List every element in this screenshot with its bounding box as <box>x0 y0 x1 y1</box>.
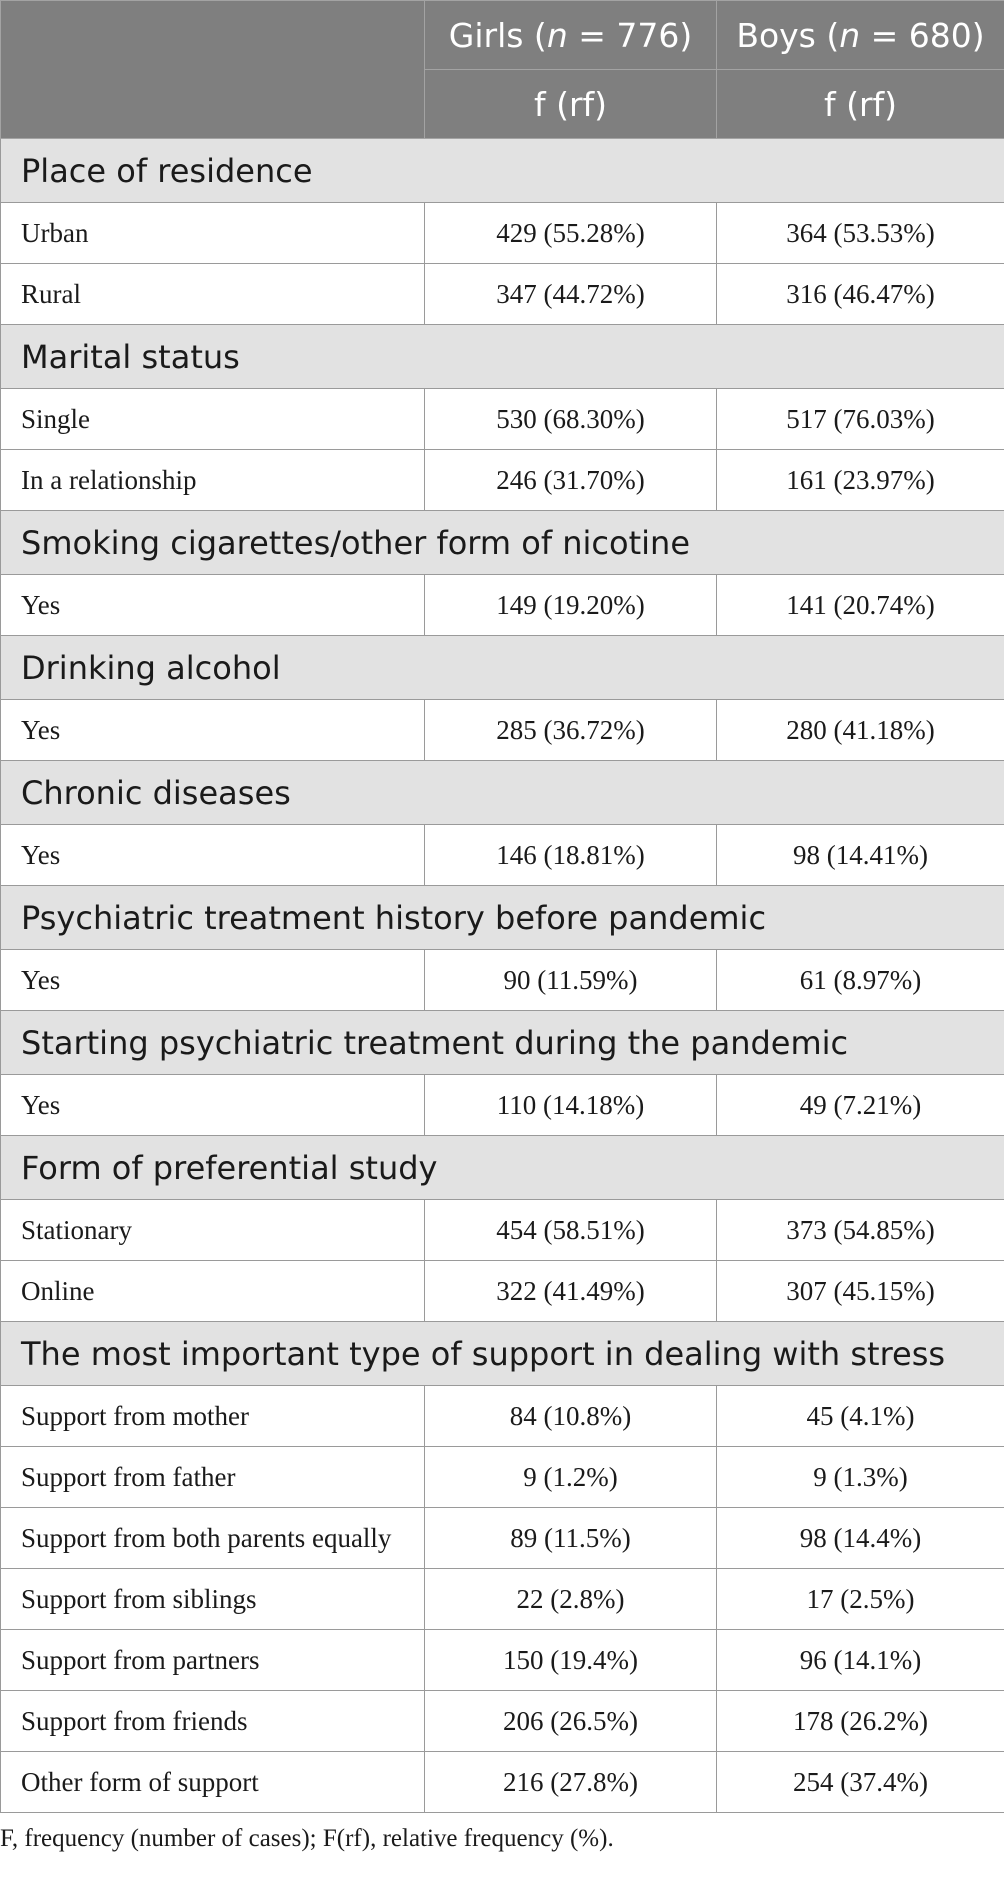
row-label: Support from father <box>1 1447 425 1508</box>
section-title: Place of residence <box>1 139 1004 203</box>
girls-value: 322 (41.49%) <box>425 1261 717 1322</box>
row-label: In a relationship <box>1 450 425 511</box>
table-row <box>1 264 1004 325</box>
header-boys-suffix: = 680) <box>860 15 985 55</box>
section-header-row <box>1 1322 1004 1386</box>
row-label: Yes <box>1 700 425 761</box>
section-title: The most important type of support in dealing with stress <box>1 1322 1004 1386</box>
table-row <box>1 575 1004 636</box>
section-header-row <box>1 139 1004 203</box>
boys-value: 61 (8.97%) <box>717 950 1004 1011</box>
girls-value: 146 (18.81%) <box>425 825 717 886</box>
boys-value: 45 (4.1%) <box>717 1386 1004 1447</box>
section-title: Form of preferential study <box>1 1136 1004 1200</box>
table-row <box>1 1630 1004 1691</box>
girls-value: 149 (19.20%) <box>425 575 717 636</box>
table-row <box>1 389 1004 450</box>
section-header-row <box>1 1136 1004 1200</box>
girls-value: 89 (11.5%) <box>425 1508 717 1569</box>
header-girls <box>425 1 717 70</box>
section-title: Psychiatric treatment history before pandemic <box>1 886 1004 950</box>
table-row <box>1 1261 1004 1322</box>
table-row <box>1 825 1004 886</box>
girls-value: 530 (68.30%) <box>425 389 717 450</box>
girls-value: 454 (58.51%) <box>425 1200 717 1261</box>
boys-value: 307 (45.15%) <box>717 1261 1004 1322</box>
girls-value: 9 (1.2%) <box>425 1447 717 1508</box>
header-girls-prefix: Girls ( <box>448 15 547 55</box>
header-row-groups <box>1 1 1004 70</box>
boys-value: 280 (41.18%) <box>717 700 1004 761</box>
table-row <box>1 700 1004 761</box>
girls-value: 150 (19.4%) <box>425 1630 717 1691</box>
table-row <box>1 1075 1004 1136</box>
header-boys-n: n <box>839 15 861 55</box>
girls-value: 216 (27.8%) <box>425 1752 717 1813</box>
table-row <box>1 1569 1004 1630</box>
table-row <box>1 1386 1004 1447</box>
section-header-row <box>1 1011 1004 1075</box>
section-header-row <box>1 886 1004 950</box>
boys-value: 373 (54.85%) <box>717 1200 1004 1261</box>
boys-value: 141 (20.74%) <box>717 575 1004 636</box>
row-label: Rural <box>1 264 425 325</box>
girls-value: 110 (14.18%) <box>425 1075 717 1136</box>
table-row <box>1 203 1004 264</box>
row-label: Yes <box>1 1075 425 1136</box>
boys-value: 17 (2.5%) <box>717 1569 1004 1630</box>
boys-value: 49 (7.21%) <box>717 1075 1004 1136</box>
row-label: Support from partners <box>1 1630 425 1691</box>
header-girls-n: n <box>546 15 568 55</box>
girls-value: 90 (11.59%) <box>425 950 717 1011</box>
section-header-row <box>1 511 1004 575</box>
row-label: Other form of support <box>1 1752 425 1813</box>
section-header-row <box>1 761 1004 825</box>
table-row <box>1 1200 1004 1261</box>
header-girls-suffix: = 776) <box>567 15 693 55</box>
table-body <box>1 139 1004 1813</box>
table-footnote: F, frequency (number of cases); F(rf), relative frequency (%). <box>0 1825 614 1852</box>
boys-value: 98 (14.4%) <box>717 1508 1004 1569</box>
section-header-row <box>1 636 1004 700</box>
table-row <box>1 1691 1004 1752</box>
row-label: Yes <box>1 825 425 886</box>
section-header-row <box>1 325 1004 389</box>
boys-value: 96 (14.1%) <box>717 1630 1004 1691</box>
girls-value: 84 (10.8%) <box>425 1386 717 1447</box>
row-label: Single <box>1 389 425 450</box>
row-label: Online <box>1 1261 425 1322</box>
table-row <box>1 950 1004 1011</box>
girls-value: 206 (26.5%) <box>425 1691 717 1752</box>
boys-value: 316 (46.47%) <box>717 264 1004 325</box>
row-label: Support from friends <box>1 1691 425 1752</box>
girls-value: 246 (31.70%) <box>425 450 717 511</box>
section-title: Drinking alcohol <box>1 636 1004 700</box>
table-header <box>1 1 1004 139</box>
boys-value: 9 (1.3%) <box>717 1447 1004 1508</box>
girls-value: 285 (36.72%) <box>425 700 717 761</box>
boys-value: 178 (26.2%) <box>717 1691 1004 1752</box>
table-row <box>1 1752 1004 1813</box>
row-label: Urban <box>1 203 425 264</box>
boys-value: 517 (76.03%) <box>717 389 1004 450</box>
row-label: Yes <box>1 575 425 636</box>
header-boys-prefix: Boys ( <box>736 15 840 55</box>
row-label: Support from both parents equally <box>1 1508 425 1569</box>
girls-value: 347 (44.72%) <box>425 264 717 325</box>
header-boys <box>717 1 1004 70</box>
boys-value: 98 (14.41%) <box>717 825 1004 886</box>
table-row <box>1 450 1004 511</box>
row-label: Stationary <box>1 1200 425 1261</box>
table-row <box>1 1508 1004 1569</box>
section-title: Starting psychiatric treatment during the pandemic <box>1 1011 1004 1075</box>
girls-value: 22 (2.8%) <box>425 1569 717 1630</box>
row-label: Support from siblings <box>1 1569 425 1630</box>
row-label: Yes <box>1 950 425 1011</box>
girls-value: 429 (55.28%) <box>425 203 717 264</box>
header-boys-unit: f (rf) <box>717 70 1004 139</box>
table-row <box>1 1447 1004 1508</box>
section-title: Chronic diseases <box>1 761 1004 825</box>
boys-value: 364 (53.53%) <box>717 203 1004 264</box>
header-girls-unit: f (rf) <box>425 70 717 139</box>
boys-value: 254 (37.4%) <box>717 1752 1004 1813</box>
section-title: Marital status <box>1 325 1004 389</box>
boys-value: 161 (23.97%) <box>717 450 1004 511</box>
header-corner-cell <box>1 1 425 139</box>
section-title: Smoking cigarettes/other form of nicotine <box>1 511 1004 575</box>
row-label: Support from mother <box>1 1386 425 1447</box>
